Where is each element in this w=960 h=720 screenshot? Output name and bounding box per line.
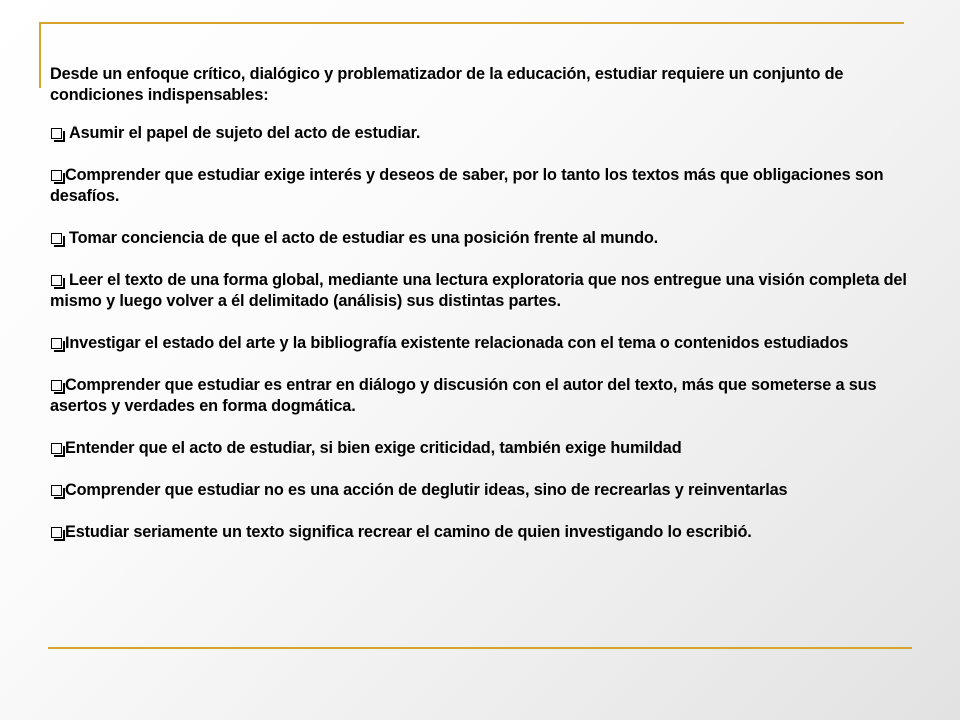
square-bullet-icon	[51, 443, 62, 454]
list-item	[50, 228, 920, 249]
intro-paragraph: Desde un enfoque crítico, dialógico y problematizador de la educación, estudiar requiere un conjunto de condiciones indispensables:	[50, 65, 844, 104]
slide-content	[50, 64, 920, 564]
square-bullet-icon	[51, 485, 62, 496]
square-bullet-icon	[51, 527, 62, 538]
list-item	[50, 375, 920, 417]
square-bullet-icon	[51, 338, 62, 349]
list-item-text: Comprender que estudiar exige interés y deseos de saber, por lo tanto los textos más que obligaciones son desafíos.	[50, 166, 884, 205]
square-bullet-icon	[51, 380, 62, 391]
list-item-text: Asumir el papel de sujeto del acto de estudiar.	[69, 124, 421, 142]
conditions-list	[50, 123, 920, 543]
list-item	[50, 333, 920, 354]
square-bullet-icon	[51, 170, 62, 181]
square-bullet-icon	[51, 128, 62, 139]
list-item	[50, 438, 920, 459]
list-item	[50, 522, 920, 543]
list-item-text: Comprender que estudiar es entrar en diálogo y discusión con el autor del texto, más que someterse a sus asertos y verdades en forma dogmática.	[50, 376, 877, 415]
frame-top-line	[40, 22, 904, 24]
list-item	[50, 123, 920, 144]
list-item-text: Leer el texto de una forma global, mediante una lectura exploratoria que nos entregue una visión completa del mismo y luego volver a él delimitado (análisis) sus distintas partes.	[50, 271, 907, 310]
list-item-text: Entender que el acto de estudiar, si bien exige criticidad, también exige humildad	[65, 439, 682, 457]
list-item-text: Estudiar seriamente un texto significa recrear el camino de quien investigando lo escribió.	[65, 523, 752, 541]
list-item	[50, 165, 920, 207]
square-bullet-icon	[51, 233, 62, 244]
list-item	[50, 480, 920, 501]
list-item-text: Comprender que estudiar no es una acción de deglutir ideas, sino de recrearlas y reinventarlas	[65, 481, 788, 499]
list-item-text: Investigar el estado del arte y la bibliografía existente relacionada con el tema o contenidos estudiados	[65, 334, 849, 352]
frame-left-line	[39, 22, 41, 88]
list-item	[50, 270, 920, 312]
list-item-text: Tomar conciencia de que el acto de estudiar es una posición frente al mundo.	[69, 229, 659, 247]
square-bullet-icon	[51, 275, 62, 286]
frame-bottom-line	[48, 647, 912, 649]
